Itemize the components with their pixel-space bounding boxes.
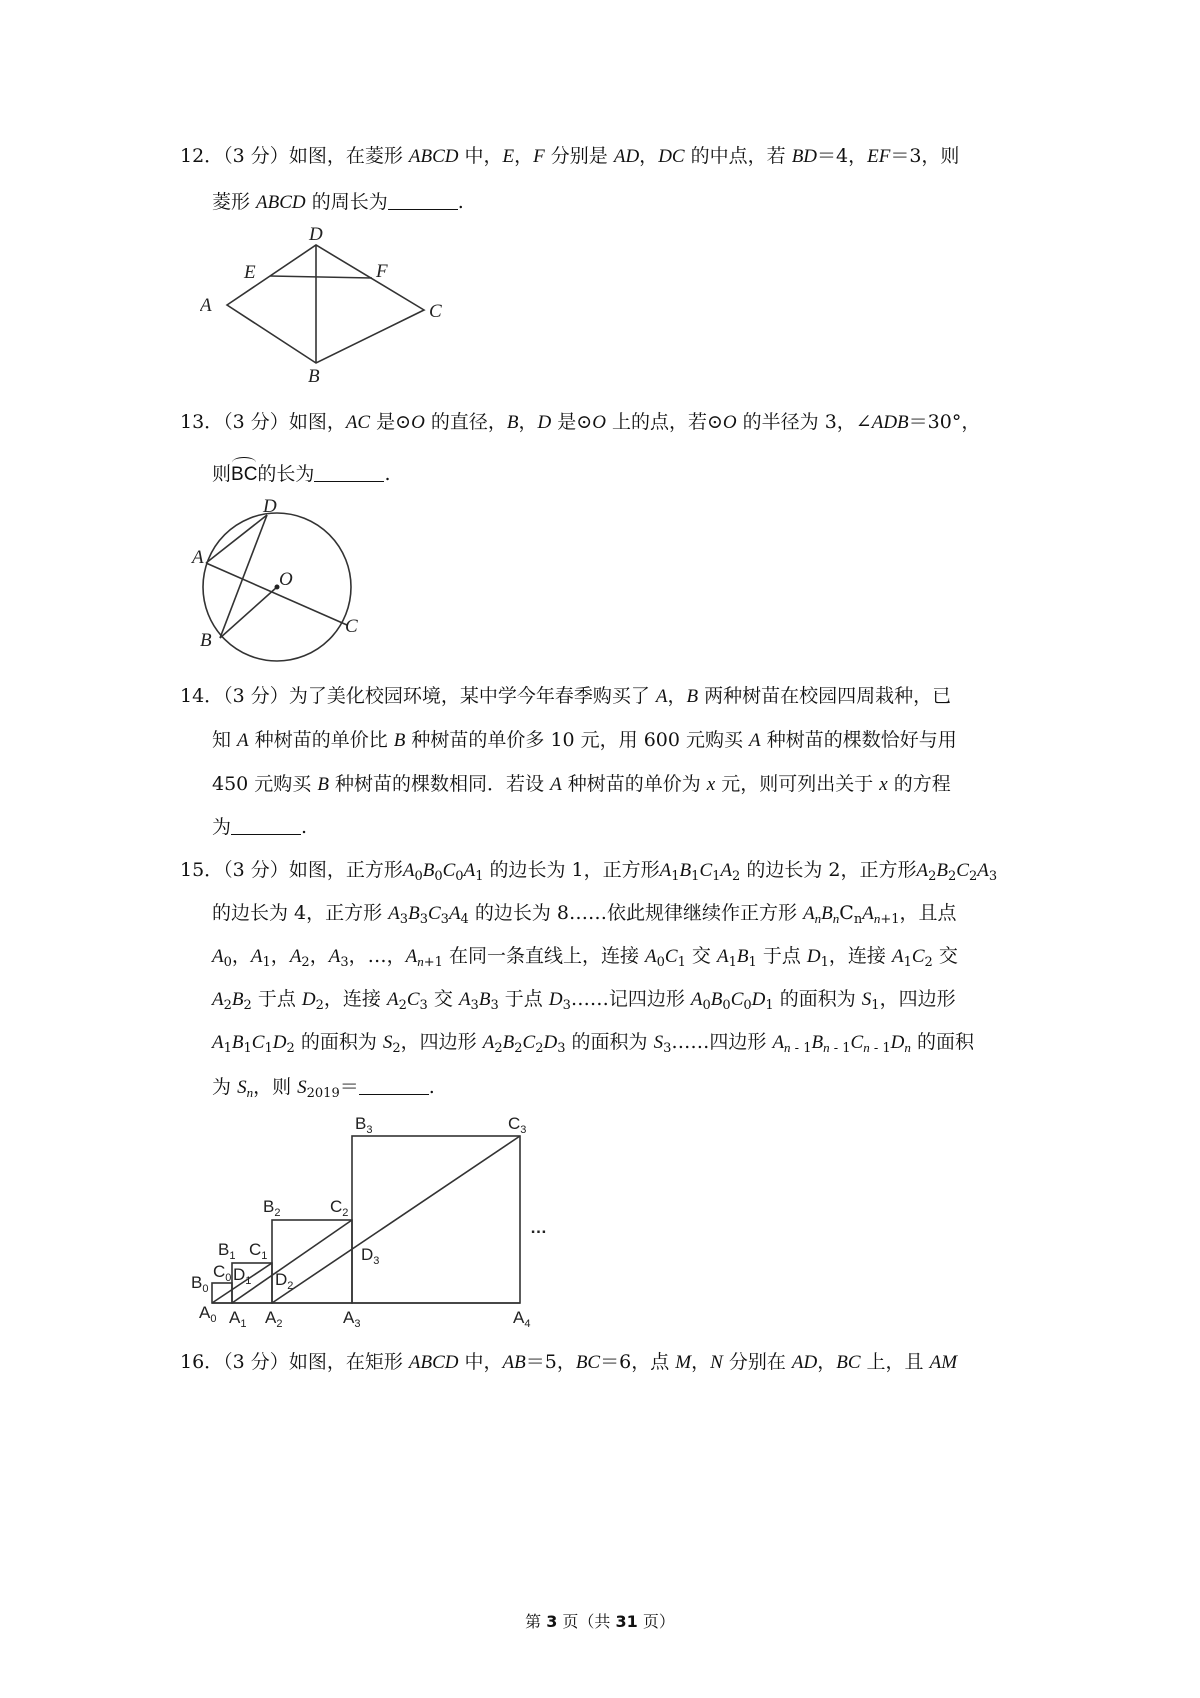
q12-line-2: 菱形 ABCD 的周长为 . [212, 191, 464, 213]
q12-line-1: 12．（3 分）如图，在菱形 ABCD 中，E，F 分别是 AD，DC 的中点，若 BD＝4，EF＝3，则 [180, 145, 960, 167]
label-B2: $B_2$ [263, 1197, 281, 1219]
label-D1: $D_1$ [233, 1265, 252, 1287]
answer-blank [388, 191, 458, 210]
q14-line-3: 450 元购买 B 种树苗的棵数相同．若设 A 种树苗的单价为 x 元，则可列出关于 x 的方程 [212, 773, 951, 795]
label-E: E [244, 262, 256, 283]
q14-line-1: 14．（3 分）为了美化校园环境，某中学今年春季购买了 A，B 两种树苗在校园四周栽种，已 [180, 685, 952, 707]
label-A: A [200, 295, 212, 316]
label-A3: $A_3$ [343, 1308, 361, 1330]
answer-blank [359, 1076, 429, 1095]
label-C1: $C_1$ [249, 1240, 268, 1262]
label-B3: $B_3$ [355, 1114, 373, 1136]
q15-line-6: 为 $S_n$，则 $S_{2019}=$ . [212, 1076, 435, 1101]
squares-figure [185, 1105, 565, 1330]
label-A0: $A_0$ [199, 1303, 217, 1325]
q16-line-1: 16．（3 分）如图，在矩形 ABCD 中，AB＝5，BC＝6，点 M，N 分别在 AD，BC 上，且 AM [180, 1351, 958, 1373]
label-C: C [429, 301, 442, 322]
page-footer: 第 3 页（共 31 页） [525, 1612, 675, 1631]
label-B: B [200, 630, 212, 651]
answer-blank [314, 463, 384, 482]
label-B: B [308, 366, 320, 387]
q15-line-2: 的边长为 4，正方形 $A_3B_3C_3A_4$ 的边长为 8……依此规律继续作正方形 $A_nB_nC_nA_{n+1}$，且点 [212, 902, 957, 927]
label-A1: $A_1$ [229, 1308, 247, 1330]
circle-figure [190, 495, 380, 670]
label-A2: $A_2$ [265, 1308, 283, 1330]
label-B0: $B_0$ [191, 1273, 209, 1295]
label-A4: $A_4$ [513, 1308, 531, 1330]
label-C0: $C_0$ [213, 1262, 232, 1284]
label-D3: $D_3$ [361, 1245, 380, 1267]
label-D2: $D_2$ [275, 1270, 294, 1292]
label-C3: $C_3$ [508, 1114, 527, 1136]
q15-line-1: 15．（3 分）如图，正方形$A_0B_0C_0A_1$ 的边长为 1，正方形$A_1B_1C_1A_2$ 的边长为 2，正方形$A_2B_2C_2A_3$ [180, 859, 998, 884]
q13-line-1: 13．（3 分）如图，AC 是⊙O 的直径，B，D 是⊙O 上的点，若⊙O 的半径为 3，∠ADB＝30°， [180, 411, 981, 433]
continuation-dots: … [530, 1218, 547, 1237]
label-C2: $C_2$ [330, 1197, 349, 1219]
q14-line-2: 知 A 种树苗的单价比 B 种树苗的单价多 10 元，用 600 元购买 A 种树苗的棵数恰好与用 [212, 729, 957, 751]
label-F: F [376, 261, 388, 282]
label-A: A [192, 547, 204, 568]
q13-line-2: 则BC的长为 . [212, 463, 391, 485]
rhombus-figure [200, 225, 460, 390]
page-number: 3 [546, 1612, 558, 1631]
label-B1: $B_1$ [218, 1240, 236, 1262]
label-D: D [309, 225, 323, 245]
q15-line-4: $A_2B_2$ 于点 $D_2$，连接 $A_2C_3$ 交 $A_3B_3$ 于点 $D_3\dots\dots$记四边形 $A_0B_0C_0D_1$ 的面积为 $S_1$，四边形 [212, 988, 956, 1013]
answer-blank [231, 816, 301, 835]
total-pages: 31 [615, 1612, 638, 1631]
arc-bc: BC [231, 464, 258, 485]
label-D: D [263, 496, 277, 517]
q15-line-5: $A_1B_1C_1D_2$ 的面积为 $S_2$，四边形 $A_2B_2C_2D_3$ 的面积为 $S_3\dots\dots$四边形 $A_{n - 1}B_{n - 1}C_{n - 1}D_n$ 的面积 [212, 1031, 974, 1056]
q14-line-4: 为 . [212, 816, 308, 838]
label-O: O [279, 569, 293, 590]
q15-line-3: $A_0$，$A_1$，$A_2$，$A_3$，…，$A_{n+1}$ 在同一条直线上，连接 $A_0C_1$ 交 $A_1B_1$ 于点 $D_1$，连接 $A_1C_2$ 交 [212, 945, 958, 970]
label-C: C [345, 616, 358, 637]
